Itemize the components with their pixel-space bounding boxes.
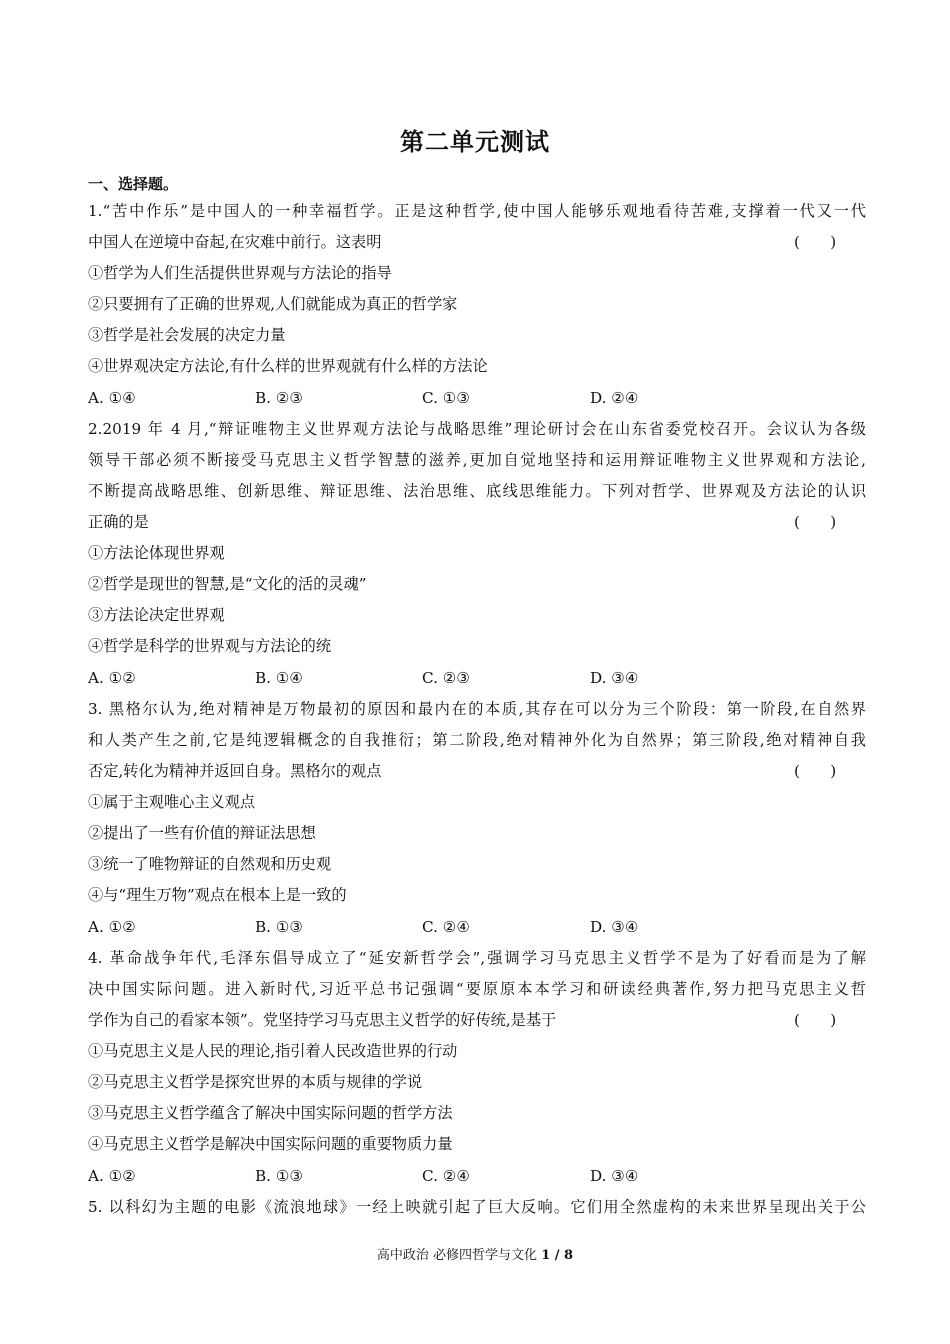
question-1-option-c: C. ①③ xyxy=(422,389,470,407)
question-3-option-a: A. ①② xyxy=(88,918,136,936)
answer-blank: ( ) xyxy=(794,513,837,531)
question-4-line-2: 决中国实际问题。进入新时代,习近平总书记强调“要原原本本学习和研读经典著作,努力把马克思主义哲 xyxy=(88,980,866,998)
answer-blank: ( ) xyxy=(794,1011,837,1029)
question-3-item-3: ③统一了唯物辩证的自然观和历史观 xyxy=(88,855,331,873)
question-3-item-1: ①属于主观唯心主义观点 xyxy=(88,793,256,811)
question-4-option-d: D. ③④ xyxy=(590,1167,639,1185)
question-3-item-4: ④与“理生万物”观点在根本上是一致的 xyxy=(88,886,347,904)
question-1-item-4: ④世界观决定方法论,有什么样的世界观就有什么样的方法论 xyxy=(88,357,488,375)
question-2-item-2: ②哲学是现世的智慧,是“文化的活的灵魂” xyxy=(88,575,367,593)
question-4-line-3: 学作为自己的看家本领”。党坚持学习马克思主义哲学的好传统,是基于 xyxy=(88,1011,557,1029)
page-footer xyxy=(0,1244,950,1263)
question-4-item-2: ②马克思主义哲学是探究世界的本质与规律的学说 xyxy=(88,1073,423,1091)
question-1-option-b: B. ②③ xyxy=(255,389,304,407)
question-1-item-2: ②只要拥有了正确的世界观,人们就能成为真正的哲学家 xyxy=(88,295,458,313)
question-2-option-c: C. ②③ xyxy=(422,669,470,687)
question-3-option-b: B. ①③ xyxy=(255,918,304,936)
question-2-item-4: ④哲学是科学的世界观与方法论的统 xyxy=(88,637,331,655)
question-2-line-2: 领导干部必须不断接受马克思主义哲学智慧的滋养,更加自觉地坚持和运用辩证唯物主义世界观和方法论, xyxy=(88,451,866,469)
question-3-item-2: ②提出了一些有价值的辩证法思想 xyxy=(88,824,316,842)
section-heading: 一、选择题。 xyxy=(88,175,179,193)
question-4-item-3: ③马克思主义哲学蕴含了解决中国实际问题的哲学方法 xyxy=(88,1104,453,1122)
footer-text: 高中政治 必修四哲学与文化 xyxy=(376,1248,538,1263)
question-2-item-1: ①方法论体现世界观 xyxy=(88,544,225,562)
question-3-line-3: 否定,转化为精神并返回自身。黑格尔的观点 xyxy=(88,762,382,780)
question-2-option-b: B. ①④ xyxy=(255,669,304,687)
answer-blank: ( ) xyxy=(794,762,837,780)
question-2-option-d: D. ③④ xyxy=(590,669,639,687)
question-1-option-d: D. ②④ xyxy=(590,389,639,407)
question-2-line-3: 不断提高战略思维、创新思维、辩证思维、法治思维、底线思维能力。下列对哲学、世界观及方法论的认识 xyxy=(88,482,866,500)
question-3-option-d: D. ③④ xyxy=(590,918,639,936)
question-1-option-a: A. ①④ xyxy=(88,389,136,407)
page-number: 1 / 8 xyxy=(541,1248,574,1263)
question-4-item-4: ④马克思主义哲学是解决中国实际问题的重要物质力量 xyxy=(88,1135,453,1153)
question-1-item-3: ③哲学是社会发展的决定力量 xyxy=(88,326,286,344)
answer-blank: ( ) xyxy=(794,233,837,251)
question-1-line-1: 1.“苦中作乐”是中国人的一种幸福哲学。正是这种哲学,使中国人能够乐观地看待苦难,支撑着一代又一代 xyxy=(88,202,866,220)
question-2-line-4: 正确的是 xyxy=(88,513,149,531)
page-title: 第二单元测试 xyxy=(400,127,550,156)
question-2-option-a: A. ①② xyxy=(88,669,136,687)
question-4-line-1: 4. 革命战争年代,毛泽东倡导成立了“延安新哲学会”,强调学习马克思主义哲学不是为了好看而是为了解 xyxy=(88,949,866,967)
question-5-line-1: 5. 以科幻为主题的电影《流浪地球》一经上映就引起了巨大反响。它们用全然虚构的未来世界呈现出关于公 xyxy=(88,1198,866,1216)
question-4-option-b: B. ①③ xyxy=(255,1167,304,1185)
question-2-line-1: 2.2019 年 4 月,“辩证唯物主义世界观方法论与战略思维”理论研讨会在山东省委党校召开。会议认为各级 xyxy=(88,420,866,438)
question-4-item-1: ①马克思主义是人民的理论,指引着人民改造世界的行动 xyxy=(88,1042,458,1060)
question-1-line-2: 中国人在逆境中奋起,在灾难中前行。这表明 xyxy=(88,233,382,251)
question-2-item-3: ③方法论决定世界观 xyxy=(88,606,225,624)
question-3-option-c: C. ②④ xyxy=(422,918,470,936)
question-3-line-1: 3. 黑格尔认为,绝对精神是万物最初的原因和最内在的本质,其存在可以分为三个阶段：第一阶段,在自然界 xyxy=(88,700,866,718)
question-3-line-2: 和人类产生之前,它是纯逻辑概念的自我推衍；第二阶段,绝对精神外化为自然界；第三阶段,绝对精神自我 xyxy=(88,731,866,749)
question-4-option-c: C. ②④ xyxy=(422,1167,470,1185)
question-1-item-1: ①哲学为人们生活提供世界观与方法论的指导 xyxy=(88,264,392,282)
question-4-option-a: A. ①② xyxy=(88,1167,136,1185)
